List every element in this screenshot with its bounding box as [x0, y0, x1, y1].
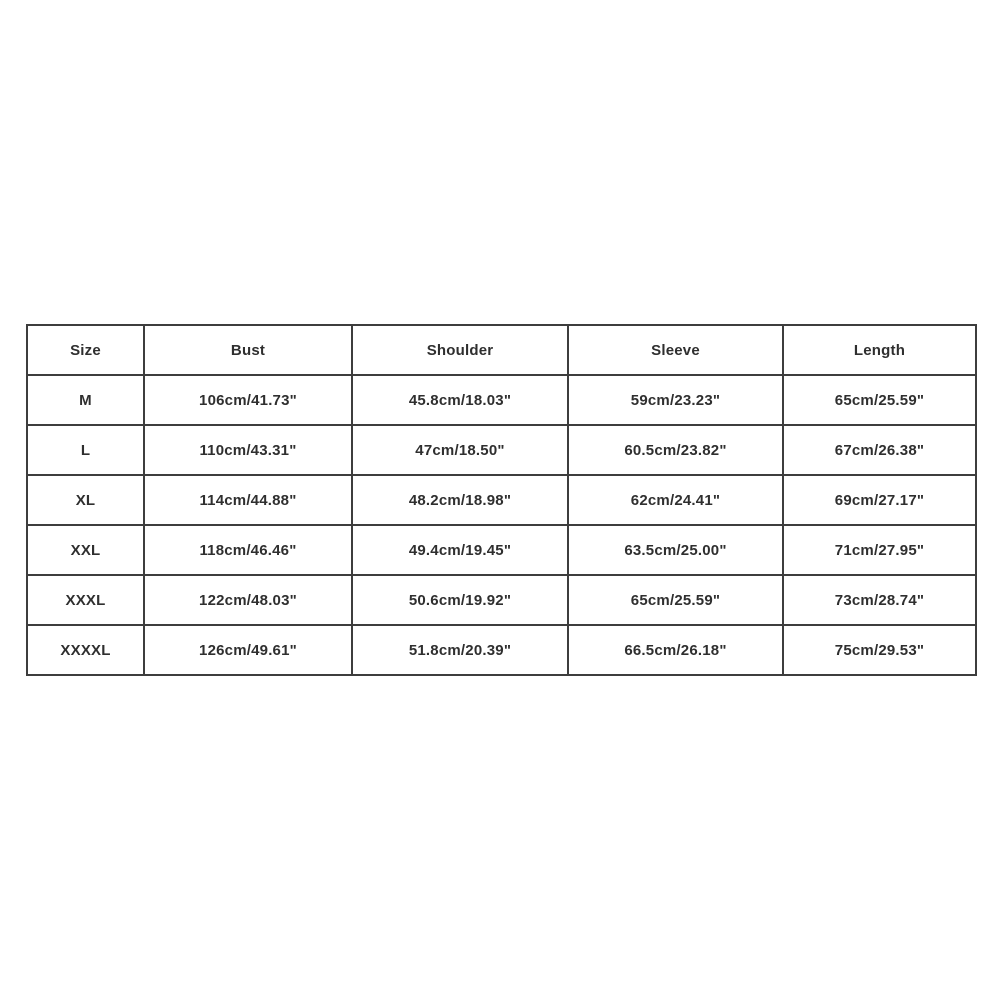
- table-row: [27, 475, 976, 525]
- sleeve-cell: 63.5cm/25.00": [568, 525, 783, 575]
- table-row: [27, 375, 976, 425]
- sleeve-cell: 60.5cm/23.82": [568, 425, 783, 475]
- shoulder-cell: 51.8cm/20.39": [352, 625, 568, 675]
- length-cell: 67cm/26.38": [783, 425, 976, 475]
- column-header-size: Size: [27, 325, 144, 375]
- bust-cell: 114cm/44.88": [144, 475, 352, 525]
- size-cell: XXXXL: [27, 625, 144, 675]
- size-cell: XXXL: [27, 575, 144, 625]
- bust-cell: 126cm/49.61": [144, 625, 352, 675]
- table-row: [27, 575, 976, 625]
- column-header-shoulder: Shoulder: [352, 325, 568, 375]
- length-cell: 69cm/27.17": [783, 475, 976, 525]
- size-cell: L: [27, 425, 144, 475]
- shoulder-cell: 47cm/18.50": [352, 425, 568, 475]
- length-cell: 75cm/29.53": [783, 625, 976, 675]
- column-header-bust: Bust: [144, 325, 352, 375]
- length-cell: 73cm/28.74": [783, 575, 976, 625]
- table-row: [27, 425, 976, 475]
- size-chart: [26, 324, 975, 676]
- sleeve-cell: 62cm/24.41": [568, 475, 783, 525]
- sleeve-cell: 66.5cm/26.18": [568, 625, 783, 675]
- shoulder-cell: 50.6cm/19.92": [352, 575, 568, 625]
- bust-cell: 122cm/48.03": [144, 575, 352, 625]
- table-row: [27, 525, 976, 575]
- bust-cell: 118cm/46.46": [144, 525, 352, 575]
- bust-cell: 106cm/41.73": [144, 375, 352, 425]
- bust-cell: 110cm/43.31": [144, 425, 352, 475]
- column-header-sleeve: Sleeve: [568, 325, 783, 375]
- sleeve-cell: 65cm/25.59": [568, 575, 783, 625]
- length-cell: 65cm/25.59": [783, 375, 976, 425]
- shoulder-cell: 45.8cm/18.03": [352, 375, 568, 425]
- size-cell: XXL: [27, 525, 144, 575]
- column-header-length: Length: [783, 325, 976, 375]
- shoulder-cell: 48.2cm/18.98": [352, 475, 568, 525]
- size-cell: M: [27, 375, 144, 425]
- size-cell: XL: [27, 475, 144, 525]
- header-row: [27, 325, 976, 375]
- table-row: [27, 625, 976, 675]
- shoulder-cell: 49.4cm/19.45": [352, 525, 568, 575]
- size-chart-table: [26, 324, 977, 676]
- sleeve-cell: 59cm/23.23": [568, 375, 783, 425]
- length-cell: 71cm/27.95": [783, 525, 976, 575]
